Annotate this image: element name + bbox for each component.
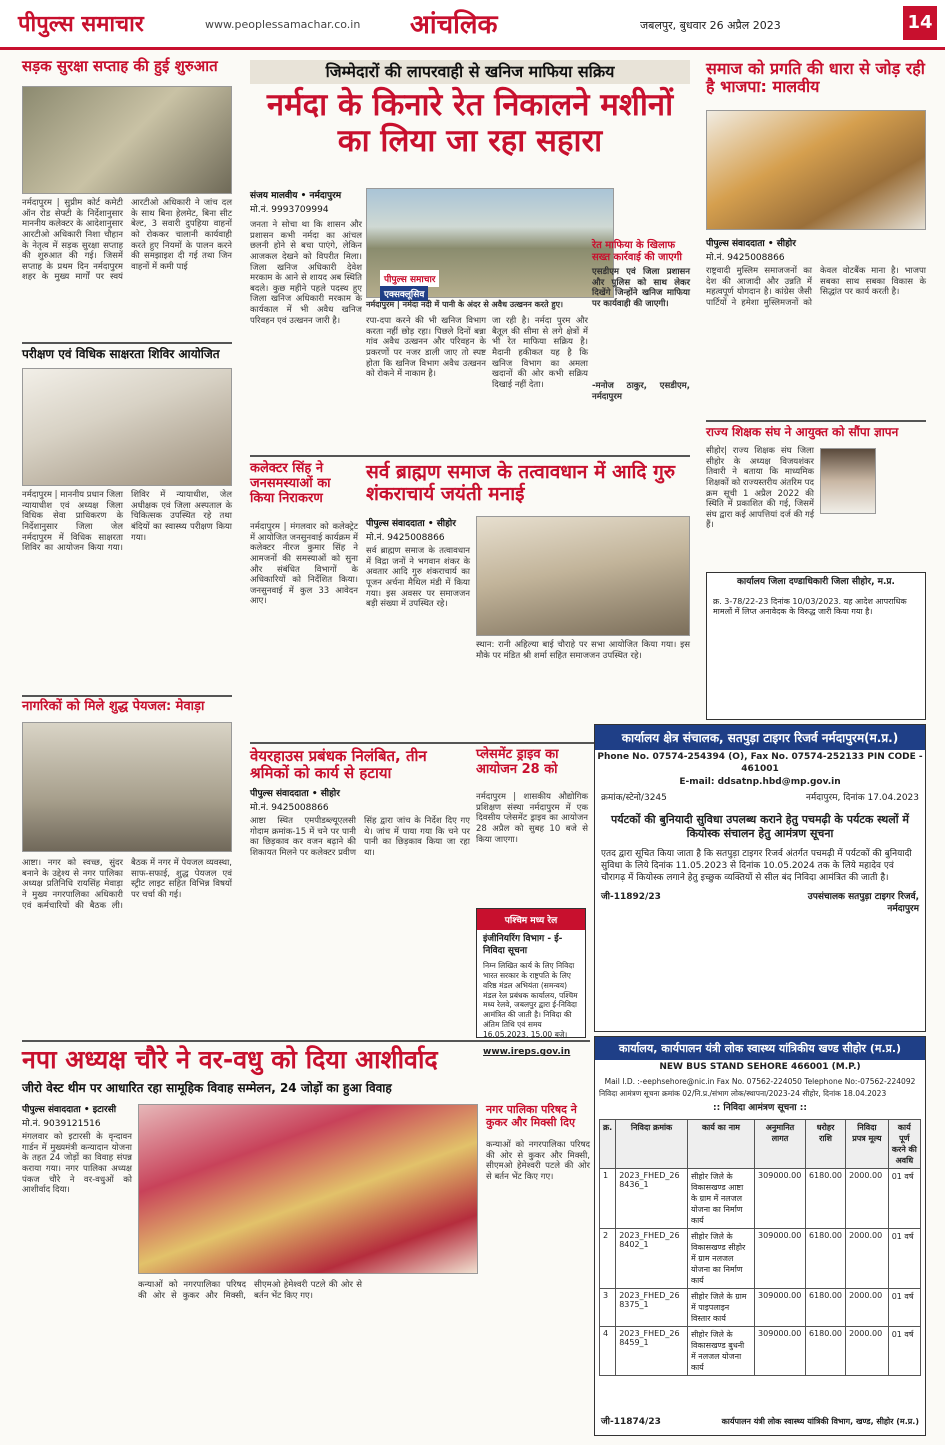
- notice-phe-code: जी-11874/23: [601, 1417, 661, 1428]
- a11-kicker: जीरो वेस्ट थीम पर आधारित रहा सामूहिक विवाह सम्मेलन, 24 जोड़ों का हुआ विवाह: [22, 1081, 392, 1095]
- cell: 01 वर्ष: [888, 1326, 920, 1375]
- cell: सीहोर जिले के विकासखण्ड सीहोर में ग्राम नलजल योजना का निर्माण कार्य: [687, 1228, 754, 1288]
- a1-headline: सड़क सुरक्षा सप्ताह की हुई शुरुआत: [22, 57, 218, 75]
- a9-body: राष्ट्रवादी मुस्लिम समाजजनों का देश की आजादी और उन्नति में महत्वपूर्ण योगदान है। कांग्रेस जैसी पार्टियों ने हमेशा मुस्लिमजनों को केवल वोटबैंक माना है। भाजपा सबका साथ सबका विकास के सिद्धांत पर कार्य करती है।: [706, 266, 926, 308]
- newspaper-logo: पीपुल्स समाचार: [18, 12, 144, 37]
- table-row: [600, 1168, 921, 1228]
- th-cost: अनुमानित लागत: [755, 1119, 806, 1168]
- lead-stamp: पीपुल्स समाचार: [380, 270, 439, 287]
- th-duration: कार्य पूर्ण करने की अवधि: [888, 1119, 920, 1168]
- notice-railway-web[interactable]: www.ireps.gov.in: [483, 1047, 571, 1058]
- cell: 6180.00: [805, 1288, 845, 1326]
- a5-headline: कलेक्टर सिंह ने जनसमस्याओं का किया निराकरण: [250, 461, 331, 506]
- a6-phone: मो.नं. 9425008866: [366, 533, 445, 543]
- a10-headline: राज्य शिक्षक संघ ने आयुक्त को सौंपा ज्ञापन: [706, 425, 899, 439]
- a11-sub: नगर पालिका परिषद ने कुकर और मिक्सी दिए: [486, 1103, 577, 1129]
- lead-quote: एसडीएम एवं जिला प्रशासन और पुलिस को साथ लेकर दिखेंगे जिन्होंने खनिज माफिया पर कार्यवाही की जाएगी।: [592, 267, 690, 309]
- divider: [22, 695, 232, 697]
- a11-sub-body: कन्याओं को नगरपालिका परिषद की ओर से कुकर और मिक्सी, सीएमओ हेमेश्वरी पटले की ओर से बर्तन भेंट किए गए।: [486, 1140, 590, 1182]
- a1-body: नर्मदापुरम | सुप्रीम कोर्ट कमेटी ऑन रोड सेफ्टी के निर्देशानुसार माननीय कलेक्टर के आदेशानुसार आरटीओ अधिकारी निशा चौहान के नेतृत्व में सड़क सुरक्षा सप्ताह की शुरुआत की गई। जिसमें सप्ताह के प्रथम दिन नर्मदापुरम शहर के मुख्य मार्गों पर स्वयं आरटीओ अधिकारी ने जांच दल के साथ बिना हेलमेट, बिना सीट बेल्ट, 3 सवारी दुपहिया वाहनों को रोककर चालानी कार्यवाही करते हुए नियमों के पालन करने की समझाइश दी गई तथा जिन वाहनों में कमी पाई: [22, 198, 232, 283]
- a6-byline: पीपुल्स संवाददाता • सीहोर: [366, 519, 456, 529]
- notice-phe-title: :: निविदा आमंत्रण सूचना ::: [713, 1103, 807, 1114]
- th-emd: धरोहर राशि: [805, 1119, 845, 1168]
- lead-tag: एक्सक्लूसिव: [380, 286, 428, 301]
- table-row: [600, 1228, 921, 1288]
- notice-tiger-contact: Phone No. 07574-254394 (O), Fax No. 07574-252133 PIN CODE - 461001: [597, 752, 923, 774]
- page-number: 14: [903, 6, 937, 40]
- lead-headline: नर्मदा के किनारे रेत निकालने मशीनों का लिया जा रहा सहारा: [266, 87, 674, 159]
- cell: 2: [600, 1228, 616, 1288]
- a7-byline: पीपुल्स संवाददाता • सीहोर: [250, 789, 340, 799]
- table-row: [600, 1288, 921, 1326]
- a11-body-2: कन्याओं को नगरपालिका परिषद की ओर से कुकर और मिक्सी, सीएमओ हेमेश्वरी पटले की ओर से बर्तन भेंट किए गए।: [138, 1280, 362, 1301]
- a11-headline: नपा अध्यक्ष चौरे ने वर-वधु को दिया आशीर्वाद: [22, 1045, 438, 1074]
- notice-tiger-footer: [595, 888, 925, 919]
- tender-header-row: [600, 1119, 921, 1168]
- notice-railway-sub: इंजीनियरिंग विभाग - ई-निविदा सूचना: [483, 934, 563, 956]
- notice-tiger-code: जी-11892/23: [601, 892, 661, 903]
- cell: 309000.00: [755, 1288, 806, 1326]
- lead-byline: संजय मालवीय • नर्मदापुरम: [250, 191, 342, 201]
- cell: 6180.00: [805, 1168, 845, 1228]
- a11-body: मंगलवार को इटारसी के वृन्दावन गार्डन में मुख्यमंत्री कन्यादान योजना के तहत 24 जोड़ों का विवाह संपन्न कराया गया। नगर पालिका अध्यक्ष पंकज चौरे ने वर-वधुओं को आशीर्वाद दिया।: [22, 1132, 132, 1196]
- cell: 01 वर्ष: [888, 1168, 920, 1228]
- a2-headline: परीक्षण एवं विधिक साक्षरता शिविर आयोजित: [22, 347, 220, 361]
- cell: 3: [600, 1288, 616, 1326]
- dateline: जबलपुर, बुधवार 26 अप्रैल 2023: [640, 19, 781, 32]
- cell: 2000.00: [846, 1168, 889, 1228]
- notice-tiger-title: पर्यटकों की बुनियादी सुविधा उपलब्ध कराने हेतु पचमढ़ी के पर्यटक स्थलों में कियोस्क संचालन हेतु आमंत्रण सूचना: [611, 812, 909, 841]
- a7-phone: मो.नं. 9425008866: [250, 803, 329, 813]
- cell: 6180.00: [805, 1326, 845, 1375]
- a2-body: नर्मदापुरम | माननीय प्रधान जिला न्यायाधीश एवं अध्यक्ष जिला विधिक सेवा प्राधिकरण के निर्देशानुसार जिला जेल नर्मदापुरम में विधिक साक्षरता शिविर का आयोजन किया गया। शिविर में न्यायाधीश, जेल अधीक्षक एवं जिला अस्पताल के चिकित्सक उपस्थित रहे तथा बंदियों का स्वास्थ्य परीक्षण किया गया।: [22, 490, 232, 554]
- a6-headline: सर्व ब्राह्मण समाज के तत्वावधान में आदि गुरु शंकराचार्य जयंती मनाई: [366, 461, 676, 505]
- a11-phone: मो.नं. 9039121516: [22, 1119, 101, 1129]
- a9-byline: पीपुल्स संवाददाता • सीहोर: [706, 239, 796, 249]
- cell: 2023_FHED_26 8375_1: [616, 1288, 688, 1326]
- lead-body-1: जनता ने सोचा था कि शासन और प्रशासन कभी नर्मदा का आंचल छलनी होने से बचा पाएंगे, लेकिन आजकल देखने को विपरीत मिला। जिला खनिज अधिकारी देवेश मरकाम के आने से शायद अब स्थिति बदले। कुछ महीने पहले पदस्थ हुए जिला खनिज अधिकारी मरकाम के कार्यकाल में भी अवैध खनिज परिवहन एवं उत्खनन जारी है।: [250, 220, 362, 326]
- a3-photo: [22, 722, 232, 852]
- a6-body: सर्व ब्राह्मण समाज के तत्वावधान में विद्रा जनों ने भगवान शंकर के अवतार आदि गुरु शंकराचार्य का पूजन अर्चना मैथिल मंडी में किया गया। इस अवसर पर समाजजन बड़ी संख्या में उपस्थित रहे।: [366, 546, 470, 610]
- notice-phe-addr: NEW BUS STAND SEHORE 466001 (M.P.): [659, 1062, 861, 1072]
- cell: सीहोर जिले के ग्राम में पाइपलाइन विस्तार कार्य: [687, 1288, 754, 1326]
- cell: 6180.00: [805, 1228, 845, 1288]
- lead-caption: नर्मदापुरम | नर्मदा नदी में पानी के अंदर से अवैध उत्खनन करते हुए।: [366, 300, 564, 309]
- website-link[interactable]: www.peoplessamachar.co.in: [205, 18, 361, 31]
- notice-tiger-body: एतद द्वारा सूचित किया जाता है कि सतपुड़ा टाइगर रिजर्व अंतर्गत पचमढ़ी में पर्यटकों की बुनियादी सुविधा के लिये दिनांक 11.05.2023 से दिनांक 10.05.2024 तक के लिये महादेव एवं चौरागढ़ में कियोस्क लगाने हेतु इच्छुक व्यक्तियों से सील बंद निविदा आमंत्रित की जाती है।: [601, 849, 912, 883]
- lead-quote-by: -मनोज ठाकुर, एसडीएम, नर्मदापुरम: [592, 381, 690, 402]
- notice-tiger-ref: क्रमांक/स्टेनो/3245: [601, 793, 667, 804]
- cell: 1: [600, 1168, 616, 1228]
- notice-tiger-email[interactable]: E-mail: ddsatnp.hbd@mp.gov.in: [679, 777, 841, 788]
- tender-table: [599, 1119, 921, 1376]
- lead-phone: मो.नं. 9993709994: [250, 205, 329, 215]
- notice-tiger-reserve: [594, 724, 926, 1032]
- notice-phe-footer: [595, 1413, 925, 1433]
- th-sno: क्र.: [600, 1119, 616, 1168]
- cell: 2023_FHED_26 8402_1: [616, 1228, 688, 1288]
- notice-tiger-refrow: [595, 789, 925, 809]
- notice-phe-head: कार्यालय, कार्यपालन यंत्री लोक स्वास्थ्य यांत्रिकीय खण्ड सीहोर (म.प्र.): [595, 1037, 925, 1060]
- a6-photo: [476, 516, 690, 636]
- cell: 2000.00: [846, 1326, 889, 1375]
- th-form-fee: निविदा प्रपत्र मूल्य: [846, 1119, 889, 1168]
- divider: [706, 420, 926, 422]
- a11-photo: [138, 1104, 478, 1274]
- lead-quote-box: [592, 240, 690, 450]
- lead-body-3: जा रही है। नर्मदा पुरम और बैतूल की सीमा से लगे क्षेत्रों में भी रेत माफिया सक्रिय है। मैदानी हकीकत यह है कि खनिज विभाग का अमला खदानों की ओर कभी सक्रिय दिखाई नहीं देता।: [492, 316, 588, 390]
- notice-district: [706, 572, 926, 720]
- th-work: कार्य का नाम: [687, 1119, 754, 1168]
- divider: [22, 342, 232, 344]
- notice-tiger-sign: उपसंचालक सतपुड़ा टाइगर रिजर्व, नर्मदापुरम: [807, 892, 919, 915]
- cell: सीहोर जिले के विकासखण्ड बुधनी में नलजल योजना कार्य: [687, 1326, 754, 1375]
- a11-byline: पीपुल्स संवाददाता • इटारसी: [22, 1105, 117, 1115]
- a1-photo: [22, 86, 232, 194]
- lead-body-2: रपा-दपा करने की भी खनिज विभाग करता नहीं छोड़ रहा। पिछले दिनों बन्ना गांव अवैध उत्खनन और परिवहन के प्रकरणों पर नजर डाली जाए तो स्पष्ट होता कि खनिज विभाग अवैध उत्खनन को रोकने में नाकाम है।: [366, 316, 486, 380]
- notice-phe-sign: कार्यपालन यंत्री लोक स्वास्थ्य यांत्रिकी विभाग, खण्ड, सीहोर (म.प्र.): [721, 1417, 919, 1427]
- notice-district-head: कार्यालय जिला दण्डाधिकारी जिला सीहोर, म.प्र.: [737, 577, 895, 587]
- section-title: आंचलिक: [410, 10, 498, 40]
- divider: [22, 1040, 590, 1042]
- notice-railway-body: निम्न लिखित कार्य के लिए निविदा भारत सरकार के राष्ट्रपति के लिए वरिष्ठ मंडल अभियंता (समन्वय) मंडल रेल प्रबंधक कार्यालय, पश्चिम मध्य रेलवे, जबलपुर द्वारा ई-निविदा आमंत्रित की जाती है। निविदा की अंतिम तिथि एवं समय 16.05.2023, 15.00 बजे।: [483, 961, 578, 1039]
- a3-headline: नागरिकों को मिले शुद्ध पेयजल: मेवाड़ा: [22, 699, 205, 714]
- cell: 4: [600, 1326, 616, 1375]
- notice-phe: [594, 1036, 926, 1436]
- a6-caption: स्थान: रानी अहिल्या बाई चौराहे पर सभा आयोजित किया गया। इस मौके पर मंडित श्री शर्मा सहित समाजजन उपस्थित रहे।: [476, 640, 690, 661]
- table-row: [600, 1326, 921, 1375]
- a9-phone: मो.नं. 9425008866: [706, 253, 785, 263]
- a7-body: आष्टा स्थित एमपीडब्ल्यूएलसी गोदाम क्रमांक-15 में चने पर पानी का छिड़काव कर वजन बढ़ाने की शिकायत मिलने पर कलेक्टर प्रवीण सिंह द्वारा जांच के निर्देश दिए गए थे। जांच में पाया गया कि चने पर पानी का छिड़काव किया जा रहा था।: [250, 816, 470, 858]
- cell: 01 वर्ष: [888, 1228, 920, 1288]
- cell: 01 वर्ष: [888, 1288, 920, 1326]
- a3-body: आष्टा। नगर को स्वच्छ, सुंदर बनाने के उद्देश्य से नगर पालिका अध्यक्ष प्रतिनिधि रायसिंह मेवाड़ा ने मुख्य नगरपालिका अधिकारी एवं कर्मचारियों की बैठक ली। बैठक में नगर में पेयजल व्यवस्था, साफ-सफाई, शुद्ध पेयजल एवं स्ट्रीट लाइट सहित विभिन्न विषयों पर चर्चा की गई।: [22, 858, 232, 911]
- cell: सीहोर जिले के विकासखण्ड आष्टा के ग्राम में नलजल योजना का निर्माण कार्य: [687, 1168, 754, 1228]
- a7-headline: वेयरहाउस प्रबंधक निलंबित, तीन श्रमिकों को कार्य से हटाया: [250, 747, 427, 783]
- notice-railway: [476, 908, 586, 1058]
- a8-headline: प्लेसमेंट ड्राइव का आयोजन 28 को: [476, 747, 559, 777]
- a5-body: नर्मदापुरम | मंगलवार को कलेक्ट्रेट में आयोजित जनसुनवाई कार्यक्रम में कलेक्टर नीरज कुमार सिंह ने आमजनों की समस्याओं को सुना और संबंधित विभागों के अधिकारियों को निर्देशित किया। जनसुनवाई में कुल 33 आवेदन आए।: [250, 522, 359, 607]
- cell: 2023_FHED_26 8436_1: [616, 1168, 688, 1228]
- cell: 309000.00: [755, 1228, 806, 1288]
- masthead: [0, 0, 945, 50]
- a10-body: सीहोर| राज्य शिक्षक संघ जिला सीहोर के अध्यक्ष विजयशंकर तिवारी ने बताया कि माध्यमिक शिक्षकों को राज्यस्तरीय अंतरिम पद क्रम सूची 1 अप्रैल 2022 की स्थिति में प्रकाशित की गई, जिसमें संघ द्वारा कई आपत्तियां दर्ज की गई हैं।: [706, 446, 815, 531]
- notice-tiger-head: कार्यालय क्षेत्र संचालक, सतपुड़ा टाइगर रिजर्व नर्मदापुरम(म.प्र.): [595, 725, 925, 750]
- notice-tiger-date: नर्मदापुरम, दिनांक 17.04.2023: [805, 793, 919, 804]
- lead-sub: रेत माफिया के खिलाफ सख्त कार्रवाई की जाएगी: [592, 240, 682, 263]
- a9-headline: समाज को प्रगति की धारा से जोड़ रही है भाजपा: मालवीय: [706, 59, 925, 97]
- notice-phe-ref: निविदा आमंत्रण सूचना क्रमांक 02/नि.प्र./संभाग लोक/स्थापना/2023-24 सीहोर, दिनांक 18.04.2023: [599, 1089, 887, 1099]
- a10-photo: [820, 448, 876, 514]
- lead-kicker: जिम्मेदारों की लापरवाही से खनिज माफिया सक्रिय: [250, 60, 690, 84]
- cell: 2023_FHED_26 8459_1: [616, 1326, 688, 1375]
- a9-photo: [706, 110, 926, 230]
- divider: [250, 455, 690, 457]
- a2-photo: [22, 368, 232, 486]
- notice-railway-head: पश्चिम मध्य रेल: [477, 909, 585, 930]
- notice-phe-mail: Mail I.D. :-eephsehore@nic.in Fax No. 07562-224050 Telephone No:-07562-224092: [604, 1076, 916, 1086]
- a8-body: नर्मदापुरम | शासकीय औद्योगिक प्रशिक्षण संस्था नर्मदापुरम में एक दिवसीय प्लेसमेंट ड्राइव का आयोजन 28 अप्रैल को सुबह 10 बजे से किया जाएगा।: [476, 792, 588, 845]
- cell: 309000.00: [755, 1326, 806, 1375]
- notice-district-body: क्र. 3-78/22-23 दिनांक 10/03/2023. यह आदेश आपराधिक मामलों में लिप्त अनावेदक के विरुद्ध जारी किया गया है।: [713, 596, 907, 617]
- cell: 2000.00: [846, 1288, 889, 1326]
- cell: 2000.00: [846, 1228, 889, 1288]
- th-tender-no: निविदा क्रमांक: [616, 1119, 688, 1168]
- cell: 309000.00: [755, 1168, 806, 1228]
